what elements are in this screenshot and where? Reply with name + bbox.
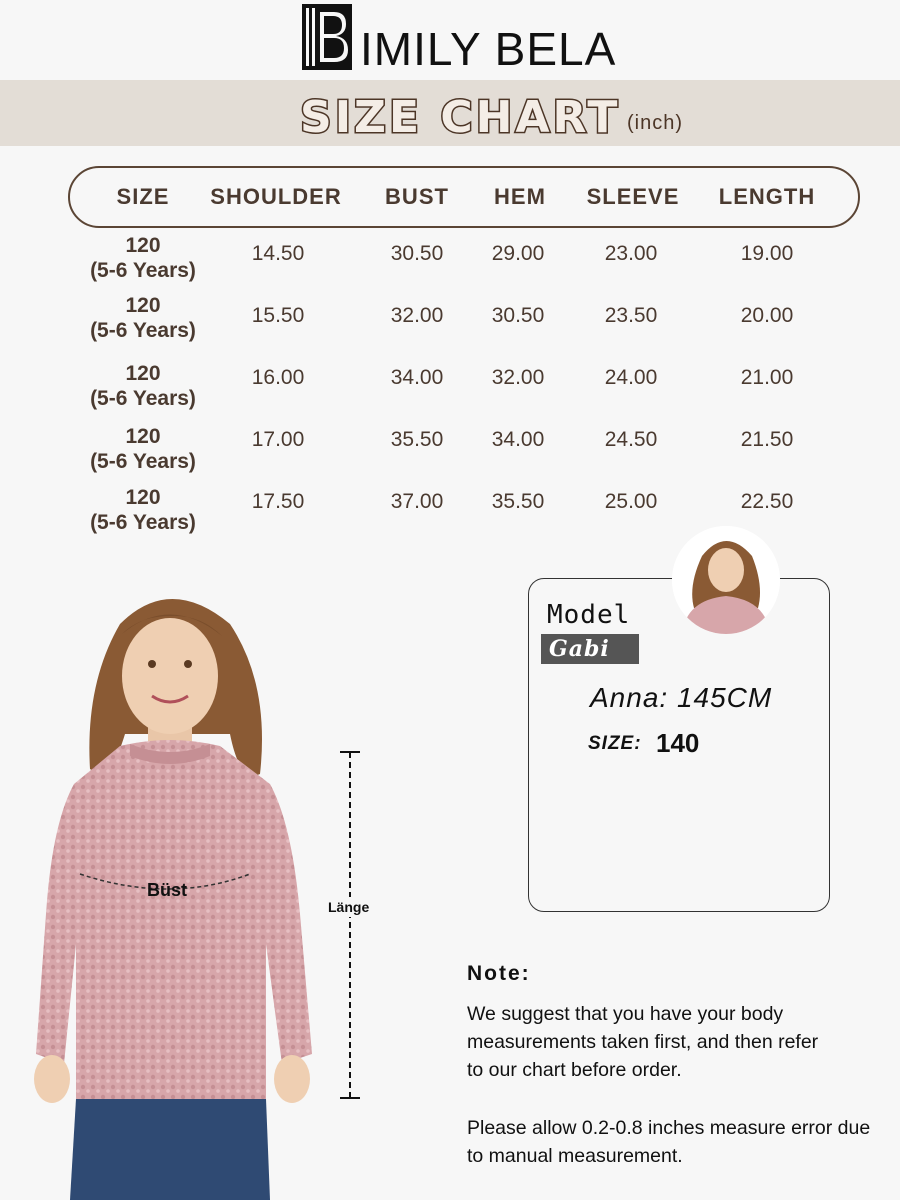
brand-logo-icon <box>302 4 352 70</box>
cell-bust: 34.00 <box>390 366 444 389</box>
cell-length: 19.00 <box>740 242 794 265</box>
model-size-label: SIZE: <box>588 733 642 754</box>
size-age: (5-6 Years) <box>90 319 196 342</box>
model-avatar <box>672 526 780 634</box>
size-value: 120 <box>125 486 161 509</box>
size-age: (5-6 Years) <box>90 387 196 410</box>
cell-hem: 35.50 <box>491 490 545 513</box>
cell-length: 21.00 <box>740 366 794 389</box>
cell-length: 20.00 <box>740 304 794 327</box>
cell-sleeve: 24.50 <box>604 428 658 451</box>
size-value: 120 <box>125 425 161 448</box>
header-shoulder: SHOULDER <box>210 184 342 209</box>
header-sleeve: SLEEVE <box>586 184 680 209</box>
table-row-size <box>70 233 216 283</box>
cell-bust: 35.50 <box>390 428 444 451</box>
bust-label: Büst <box>147 880 187 900</box>
length-label: Länge <box>328 899 370 915</box>
length-measure-cap-top <box>340 751 360 753</box>
model-height: Anna: 145CM <box>590 682 773 713</box>
size-age: (5-6 Years) <box>90 450 196 473</box>
size-value: 120 <box>125 234 161 257</box>
brand-header <box>0 0 900 80</box>
size-value: 120 <box>125 362 161 385</box>
table-row-size <box>70 293 216 343</box>
note-paragraph-1: We suggest that you have your body measurements taken first, and then refer to our chart before order. <box>467 1003 819 1081</box>
cell-hem: 30.50 <box>491 304 545 327</box>
model-name-tag: Gabi <box>541 634 639 664</box>
length-measure-cap-bottom <box>340 1097 360 1099</box>
brand-name: IMILY BELA <box>360 23 617 75</box>
cell-sleeve: 24.00 <box>604 366 658 389</box>
size-chart-unit: (inch) <box>627 112 684 134</box>
header-hem: HEM <box>494 184 546 209</box>
cell-length: 22.50 <box>740 490 794 513</box>
note-paragraph-2: Please allow 0.2-0.8 inches measure error due to manual measurement. <box>467 1117 871 1167</box>
table-row-size <box>70 361 216 411</box>
cell-shoulder: 14.50 <box>251 242 305 265</box>
cell-sleeve: 25.00 <box>604 490 658 513</box>
cell-length: 21.50 <box>740 428 794 451</box>
cell-shoulder: 16.00 <box>251 366 305 389</box>
cell-shoulder: 15.50 <box>251 304 305 327</box>
header-bust: BUST <box>385 184 449 209</box>
size-chart-title: SIZE CHART <box>300 92 621 143</box>
cell-sleeve: 23.50 <box>604 304 658 327</box>
table-row-size <box>70 485 216 535</box>
cell-hem: 32.00 <box>491 366 545 389</box>
cell-sleeve: 23.00 <box>604 242 658 265</box>
model-label: Model <box>547 600 631 630</box>
note-title: Note: <box>467 962 531 985</box>
header-size: SIZE <box>116 184 170 209</box>
size-value: 120 <box>125 294 161 317</box>
cell-hem: 34.00 <box>491 428 545 451</box>
model-size-value: 140 <box>656 728 700 758</box>
size-age: (5-6 Years) <box>90 511 196 534</box>
table-row-size <box>70 424 216 474</box>
length-measure-line <box>349 752 351 1098</box>
cell-bust: 30.50 <box>390 242 444 265</box>
cell-shoulder: 17.00 <box>251 428 305 451</box>
cell-bust: 32.00 <box>390 304 444 327</box>
size-age: (5-6 Years) <box>90 259 196 282</box>
cell-hem: 29.00 <box>491 242 545 265</box>
header-length: LENGTH <box>718 184 816 209</box>
cell-shoulder: 17.50 <box>251 490 305 513</box>
cell-bust: 37.00 <box>390 490 444 513</box>
